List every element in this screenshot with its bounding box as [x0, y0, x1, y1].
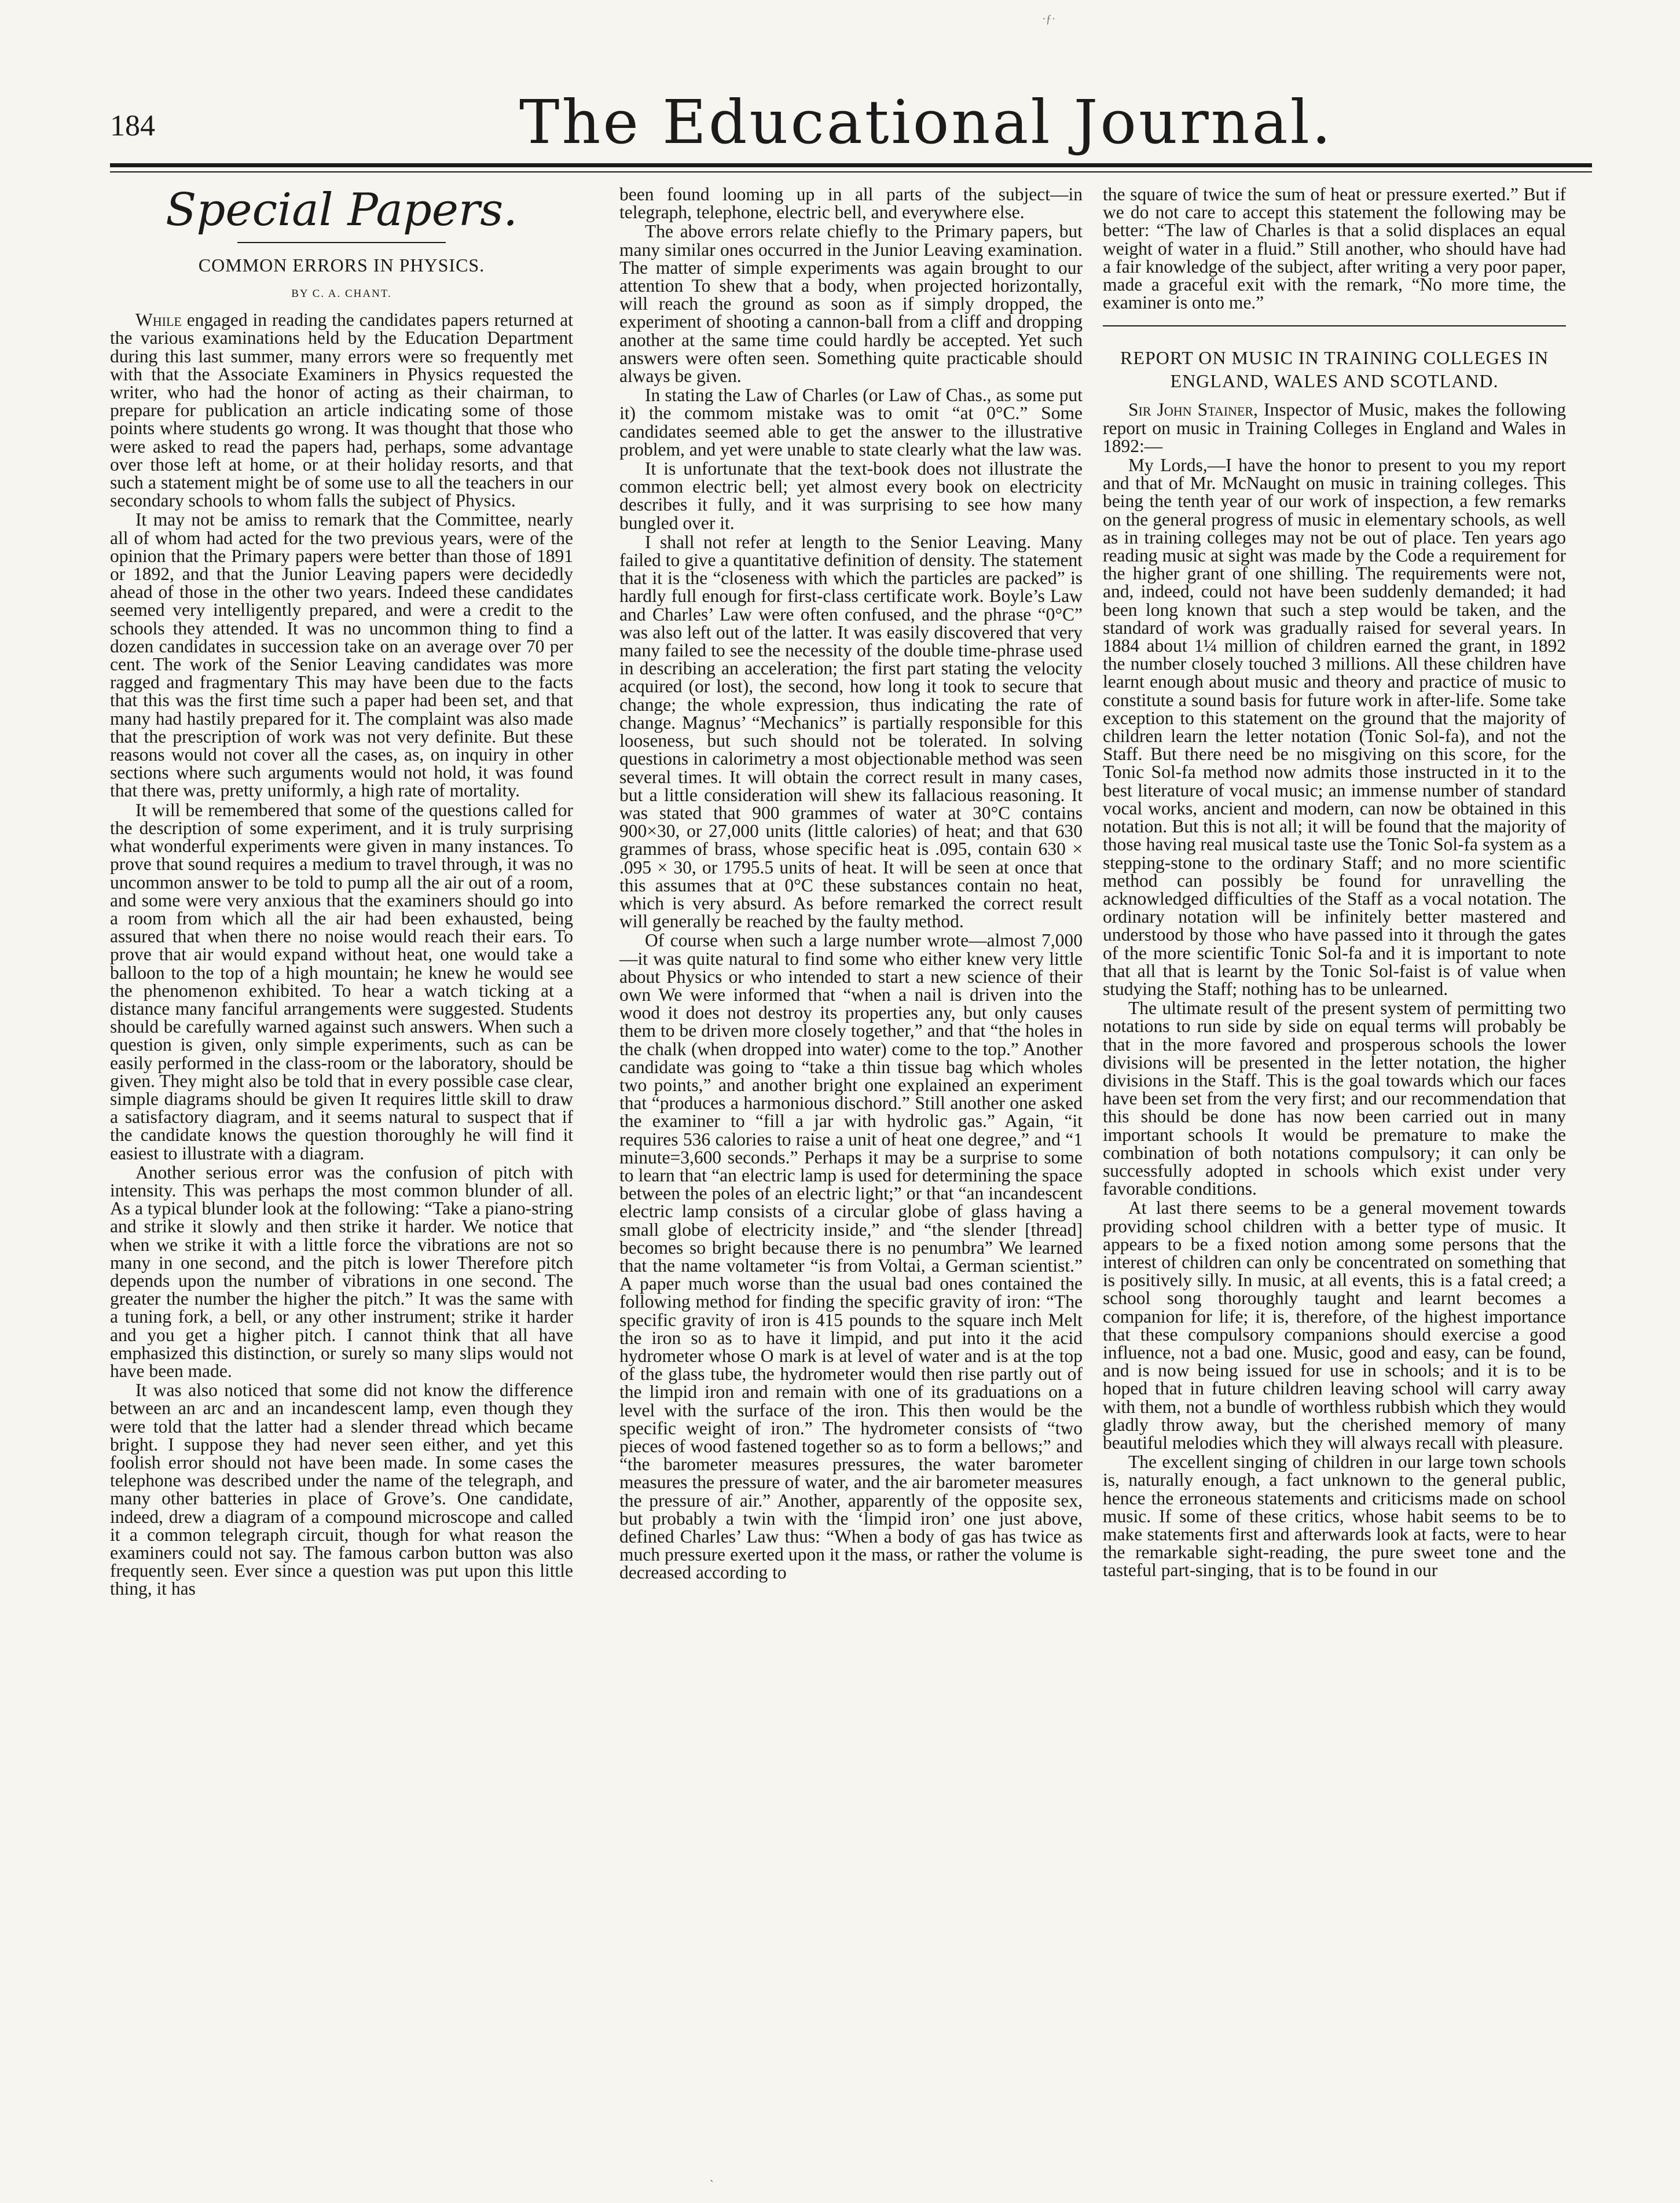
paragraph: In stating the Law of Charles (or Law of Chas., as some put it) the commom mistake was to omit “at 0°C.” Some candidates seemed able to get the answer to the illustrative problem, and yet were unable to state clearly what the law was.	[619, 385, 1083, 460]
paragraph: It will be remembered that some of the questions called for the description of some experiment, and it is truly surprising what wonderful experiments were given in many instances. To prove that sound requires a medium to travel through, it was no uncommon answer to be told to pump all the air out of a room, and some were very anxious that the examiners should go into a room from which all the air had been exhausted, being assured that when there no noise would reach their ears. To prove that air would expand without heat, one would take a balloon to the top of a high mountain; he knew he would see the phenomenon exhibited. To hear a watch ticking at a distance many fanciful arrangements were suggested. Students should be carefully warned against such answers. When such a question is given, only simple experiments, such as can be easily performed in the class-room or the laboratory, should be given. They might also be told that in every possible case clear, simple diagrams should be given It requires little skill to draw a satisfactory diagram, and it seems natural to suspect that if the candidate knows the question thoroughly he will find it easiest to illustrate with a diagram.	[110, 799, 573, 1163]
paragraph: It may not be amiss to remark that the Committee, nearly all of whom had acted for the two previous years, were of the opinion that the Primary papers were better than those of 1891 or 1892, and that the Junior Leaving papers were decidedly ahead of those in the other two years. Indeed these candidates seemed very intelligently prepared, and were a credit to the schools they attended. It was no uncommon thing to find a dozen candidates in succession take on an average over 70 per cent. The work of the Senior Leaving candidates was more ragged and fragmentary This may have been due to the facts that this was the first time such a paper had been set, and that many had hastily prepared for it. The complaint was also made that the prescription of work was not very definite. But these reasons would not cover all the cases, as, on inquiry in other sections where such arguments would not hold, it was found that there was, pretty uniformly, a high rate of mortality.	[110, 509, 573, 801]
header-rule	[110, 163, 1592, 167]
lead-word: While	[135, 310, 182, 331]
article-byline: BY C. A. CHANT.	[291, 288, 392, 300]
paragraph: It was also noticed that some did not know the difference between an arc and an incandescent lamp, even though they were told that the latter had a slender thread which became bright. I suppose they had never seen either, and yet this foolish error should not have been made. In some cases the telephone was described under the name of the telegraph, and many other batteries in place of Grove’s. One candidate, indeed, drew a diagram of a compound microscope and called it a common telegraph circuit, though for what reason the examiners could not say. The famous carbon button was also frequently seen. Ever since a question was put upon this little thing, it has	[110, 1380, 573, 1599]
paragraph-text: , Inspector of Music, makes the following report on music in Training Colleges in England and Wales in 1892:—	[1103, 399, 1566, 456]
column-1	[110, 184, 573, 1598]
page-number: 184	[110, 109, 155, 142]
divider	[237, 242, 446, 243]
paragraph	[1103, 401, 1566, 455]
paragraph	[110, 311, 573, 509]
journal-title: The Educational Journal.	[519, 87, 1333, 157]
paragraph: The above errors relate chiefly to the Primary papers, but many similar ones occurred in the Junior Leaving examination. The matter of simple experiments was again brought to our attention To shew that a body, when projected horizontally, will reach the ground as soon as if simply dropped, the experiment of shooting a cannon-ball from a cliff and dropping another at the same time could hardly be accepted. Yet such answers were often seen. Something quite practicable should always be given.	[619, 221, 1083, 387]
paragraph: the square of twice the sum of heat or pressure exerted.” But if we do not care to accept this statement the following may be better: “The law of Charles is that a solid displaces an equal weight of water in a fluid.” Still another, who should have had a fair knowledge of the subject, after writing a very poor paper, made a graceful exit with the remark, “No more time, the examiner is onto me.”	[1103, 184, 1566, 313]
paragraph-text: engaged in reading the candidates papers returned at the various examinations held by the Education Department during this last summer, many errors were so frequently met with that the Associate Examiners in Physics requested the writer, who had the honor of acting as their chairman, to prepare for publication an article indicating some of those points where students go wrong. It was thought that those who were asked to read the papers had, perhaps, some advantage over those left at home, or at their holiday resorts, and that such a statement might be of some use to all the teachers in our secondary schools to whom falls the subject of Physics.	[110, 310, 573, 511]
article-title: COMMON ERRORS IN PHYSICS.	[198, 255, 485, 276]
column-2	[619, 185, 1083, 1582]
column-3	[1103, 185, 1566, 1580]
paragraph: Another serious error was the confusion of pitch with intensity. This was perhaps the most common blunder of all. As a typical blunder look at the following: “Take a piano-string and strike it slowly and then strike it harder. We notice that when we strike it with a little force the vibrations are not so many in one second, and the pitch is lower Therefore pitch depends upon the number of vibrations in one second. The greater the number the higher the pitch.” It was the same with a tuning fork, a bell, or any other instrument; strike it harder and you get a higher pitch. I cannot think that all have emphasized this distinction, or surely so many slips would not have been made.	[110, 1162, 573, 1381]
top-scan-mark: ·ƒ·	[1042, 13, 1056, 25]
article-divider	[1103, 325, 1566, 326]
paragraph: It is unfortunate that the text-book does not illustrate the common electric bell; yet almost every book on electricity describes it fully, and it was surprising to see how many bungled over it.	[619, 458, 1083, 533]
paragraph: Of course when such a large number wrote—almost 7,000—it was quite natural to find some who either knew very little about Physics or who intended to start a new science of their own We were informed that “when a nail is driven into the wood it does not destroy its properties any, but only causes them to be driven more closely together,” and that “the holes in the chalk (when dropped into water) come to the top.” Another candidate was going to “take a thin tissue bag which wholes two points,” and another bright one explained an experiment that “produces a harmonious dischord.” Still another one asked the examiner to “fill a jar with hydrolic gas.” Again, “it requires 536 calories to raise a unit of heat one degree,” and “1 minute=3,600 seconds.” Perhaps it may be a surprise to some to learn that “an electric lamp is used for determining the space between the poles of an electric light;” or that “an incandescent electric lamp consists of a circular globe of glass having a small globe of electricity inside,” and “the slender [thread] becomes so bright because there is no penumbra” We learned that the name voltameter “is from Voltai, a German scientist.” A paper much worse than the usual bad ones contained the following method for finding the specific gravity of iron: “The specific gravity of iron is 415 pounds to the square inch Melt the iron so as to have it limpid, and put into it the acid hydrometer whose O mark is at level of water and is at the top of the glass tube, the hydrometer would then rise partly out of the limpid iron and remain with one of its graduations on a level with the surface of the iron. This then would be the specific weight of iron.” The hydrometer consists of “two pieces of wood fastened together so as to form a bellows;” and “the barometer measures pressures, the water barometer measures the pressure of water, and the air barometer measures the pressure of air.” Another, apparently of the opposite sex, but probably a twin with the ‘limpid iron’ one just above, defined Charles’ Law thus: “When a body of gas has twice as much pressure exerted upon it the mass, or rather the volume is decreased according to	[619, 930, 1083, 1583]
paragraph: been found looming up in all parts of the subject—in telegraph, telephone, electric bell, and everywhere else.	[619, 184, 1083, 223]
paragraph: The ultimate result of the present system of permitting two notations to run side by side on equal terms will probably be that in the more favored and prosperous schools the lower divisions will be presented in the letter notation, the higher divisions in the Staff. This is the goal towards which our faces have been set from the very first; and our recommendation that this should be done has now been carried out in many important schools It would be premature to make the combination of both notations compulsory; it can only be successfully adopted in schools which exist under very favorable conditions.	[1103, 998, 1566, 1199]
page-header	[110, 87, 1592, 156]
bottom-scan-mark: ˎ	[710, 2169, 714, 2182]
paragraph: My Lords,—I have the honor to present to you my report and that of Mr. McNaught on music in training colleges. This being the tenth year of our work of inspection, a few remarks on the general progress of music in elementary schools, as well as in training colleges may not be out of place. Ten years ago reading music at sight was made by the Code a requirement for the higher grant of one shilling. The requirements were not, and, indeed, could not have been suddenly demanded; it had been long known that such a step would be taken, and the standard of work was gradually raised for several years. In 1884 about 1¼ million of children earned the grant, in 1892 the number closely touched 3 millions. All these children have learnt enough about music and theory and practice of music to constitute a sound basis for future work in after-life. Some take exception to this statement on the ground that the majority of children learn the letter notation (Tonic Sol-fa), and not the Staff. But there need be no misgiving on this score, for the Tonic Sol-fa method now admits those instructed in it to the best literature of vocal music; an immense number of standard vocal works, ancient and modern, can now be obtained in this notation. But this is not all; it will be found that the majority of those having real musical taste use the Tonic Sol-fa system as a stepping-stone to the ordinary Staff; and no more scientific method can possibly be found for unravelling the acknowledged difficulties of the Staff as a vocal notation. The ordinary notation will be infinitely better mastered and understood by those who have passed into it through the gates of the more scientific Tonic Sol-fa and it is important to note that all that is learnt by the Tonic Sol-faist is of value when studying the Staff; nothing has to be unlearned.	[1103, 455, 1566, 999]
paragraph: The excellent singing of children in our large town schools is, naturally enough, a fact unknown to the general public, hence the erroneous statements and criticisms made on school music. If some of these critics, whose habit seems to be to make statements first and afterwards look at facts, were to hear the remarkable sight-reading, the pure sweet tone and the tasteful part-singing, that is to be found in our	[1103, 1452, 1566, 1581]
paragraph: I shall not refer at length to the Senior Leaving. Many failed to give a quantitative definition of density. The statement that it is the “closeness with which the particles are packed” is hardly full enough for first-class certificate work. Boyle’s Law and Charles’ Law were often confused, and the phrase “0°C” was also left out of the latter. It was easily discovered that very many failed to see the necessity of the double time-phrase used in describing an acceleration; the first part stating the velocity acquired (or lost), the second, how long it took to secure that change; the whole expression, thus indicating the rate of change. Magnus’ “Mechanics” is partially responsible for this looseness, but such should not be tolerated. In solving questions in calorimetry a most objectionable method was seen several times. It will obtain the correct result in many cases, but a little consideration will shew its fallacious reasoning. It was stated that 900 grammes of water at 30°C contains 900×30, or 27,000 units (little calories) of heat; and that 630 grammes of brass, whose specific heat is .095, contain 630 × .095 × 30, or 1795.5 units of heat. It will be seen at once that this assumes that at 0°C these substances contain no heat, which is very absurd. As before remarked the correct result will generally be reached by the faulty method.	[619, 531, 1083, 932]
paragraph: At last there seems to be a general movement towards providing school children with a better type of music. It appears to be a fixed notion among some persons that the interest of children can only be concentrated on something that is positively silly. In music, at all events, this is a fatal creed; a school song thoroughly taught and learnt becomes a companion for life; it is, therefore, of the highest importance that these compulsory companions should exercise a good influence, not a bad one. Music, good and easy, can be found, and is now being issued for use in schools; and it is to be hoped that in future children leaving school will carry away with them, not a bundle of worthless rubbish which they would gladly throw away, but the cherished memory of many beautiful melodies which they will always recall with pleasure.	[1103, 1198, 1566, 1453]
author-name: Sir John Stainer	[1128, 399, 1254, 420]
section-title: Special Papers.	[165, 184, 518, 236]
header-rule-thin	[110, 171, 1592, 172]
article-title: REPORT ON MUSIC IN TRAINING COLLEGES IN ENGLAND, WALES AND SCOTLAND.	[1120, 347, 1549, 392]
